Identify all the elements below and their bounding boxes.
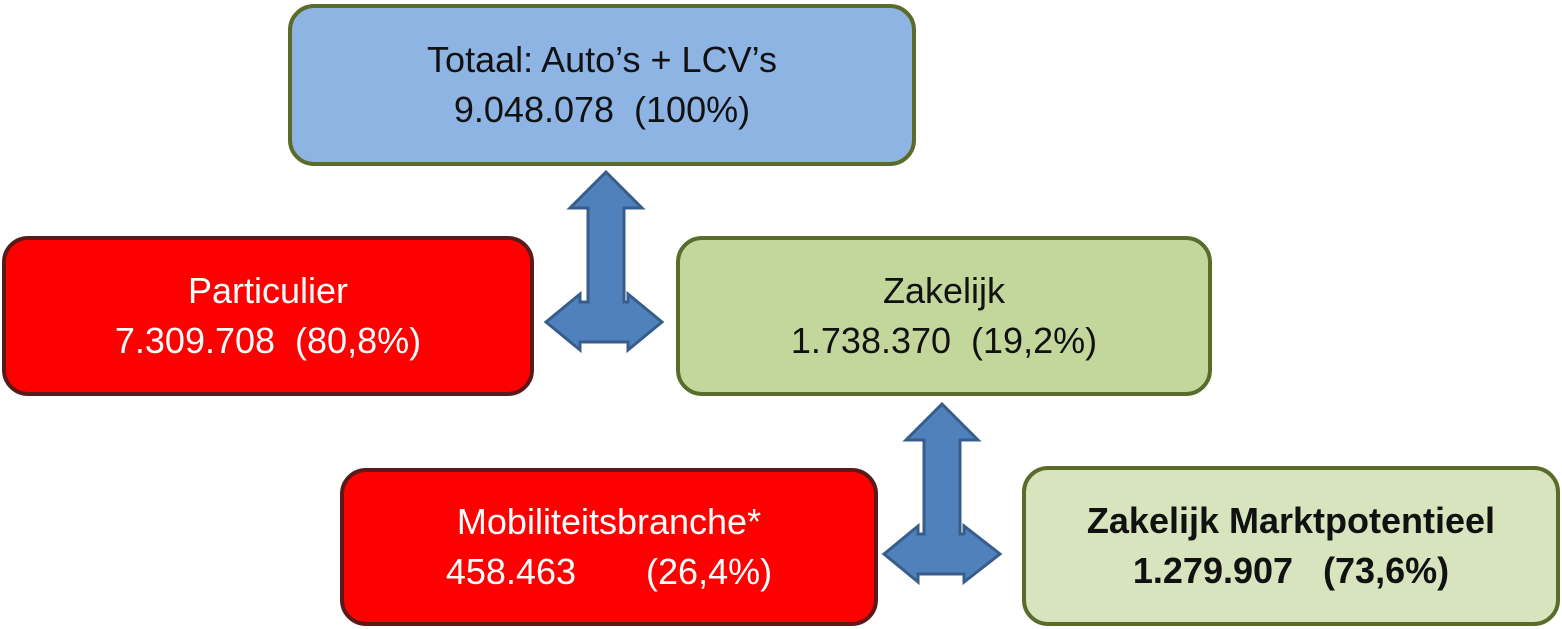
split-arrow-bottom: [884, 404, 1000, 582]
node-zakelijk-marktpotentieel: [1022, 466, 1560, 626]
node-mobiliteitsbranche: [340, 468, 878, 626]
node-particulier: [2, 236, 534, 396]
node-zakelijk: [676, 236, 1212, 396]
node-zakelijk-marktpotentieel-title: Zakelijk Marktpotentieel: [1086, 500, 1496, 541]
node-zakelijk-marktpotentieel-value: 1.279.907 (73,6%): [1132, 550, 1450, 591]
node-total: [288, 4, 916, 166]
node-particulier-value: 7.309.708 (80,8%): [114, 320, 422, 361]
node-mobiliteitsbranche-value: 458.463 (26,4%): [445, 551, 773, 592]
node-zakelijk-title: Zakelijk: [882, 270, 1006, 311]
split-arrow-top: [546, 172, 662, 350]
node-particulier-title: Particulier: [187, 270, 349, 311]
node-zakelijk-value: 1.738.370 (19,2%): [790, 320, 1098, 361]
node-total-value: 9.048.078 (100%): [453, 89, 751, 130]
node-total-title: Totaal: Auto’s + LCV’s: [427, 39, 777, 80]
node-mobiliteitsbranche-title: Mobiliteitsbranche*: [456, 501, 762, 542]
